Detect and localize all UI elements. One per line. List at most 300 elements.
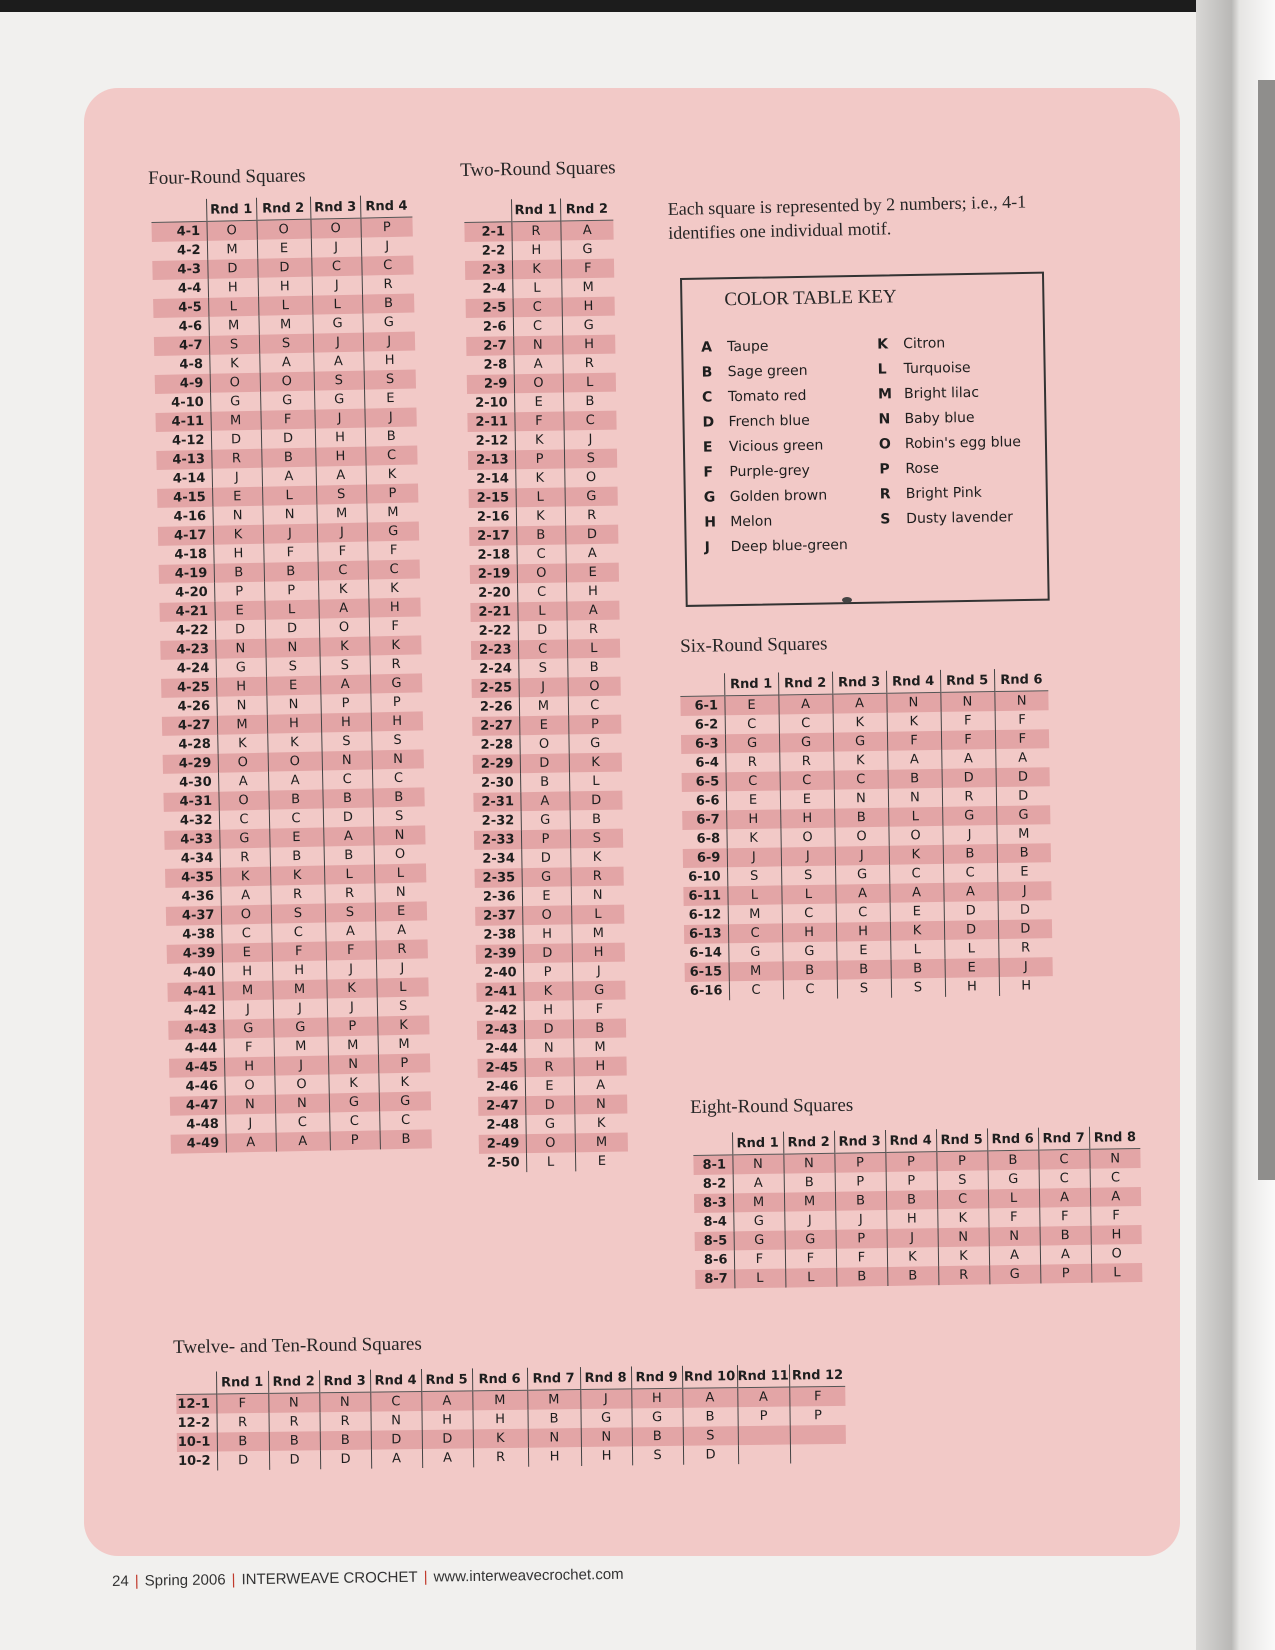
color-code-cell: N <box>370 1411 421 1431</box>
color-code-cell: K <box>473 1429 528 1449</box>
table-row <box>466 354 615 375</box>
color-code-cell: C <box>518 639 567 659</box>
table-row <box>477 1000 626 1021</box>
color-code-cell: M <box>573 1038 626 1058</box>
column-header: Rnd 5 <box>936 1128 987 1151</box>
color-key-item <box>880 509 1022 536</box>
color-code-cell: N <box>571 886 624 906</box>
color-code-cell: B <box>887 1266 938 1286</box>
color-code-cell: J <box>376 958 428 978</box>
color-code-cell: D <box>215 620 265 640</box>
color-code-cell: S <box>837 979 891 999</box>
color-code-cell: R <box>269 1412 320 1432</box>
color-code-cell: S <box>727 866 781 886</box>
square-id: 4-41 <box>167 982 222 1002</box>
color-code-cell: M <box>527 1390 580 1410</box>
color-code-cell: K <box>523 981 572 1001</box>
table-row <box>477 1057 626 1078</box>
color-code-cell: M <box>733 1193 784 1213</box>
color-code-cell: S <box>632 1446 683 1466</box>
footer-separator: | <box>231 1571 236 1589</box>
color-code-cell: A <box>218 772 268 792</box>
color-code-cell: B <box>372 787 424 807</box>
six-round-table <box>680 668 1053 1001</box>
square-id: 8-4 <box>703 1214 728 1230</box>
color-code-cell: C <box>269 809 323 829</box>
color-code-cell: S <box>321 732 371 752</box>
square-id: 4-3 <box>152 260 207 280</box>
color-code-cell: G <box>733 1212 784 1232</box>
square-id: 4-49 <box>171 1134 226 1154</box>
color-code-cell: J <box>564 430 617 450</box>
color-code-cell: M <box>274 1036 328 1056</box>
color-code-cell: C <box>368 559 420 579</box>
color-code-cell: R <box>938 1265 989 1285</box>
color-code-cell: K <box>209 354 259 374</box>
color-code-cell: N <box>262 505 316 525</box>
color-code-cell: M <box>729 961 783 981</box>
issue-date: Spring 2006 <box>144 1571 226 1590</box>
color-code-cell: O <box>319 618 369 638</box>
four-round-title: Four-Round Squares <box>148 165 306 189</box>
color-code-cell: L <box>567 639 620 659</box>
color-code-cell: L <box>781 885 835 905</box>
color-code-cell: F <box>260 410 314 430</box>
color-code-cell: P <box>360 217 412 238</box>
color-code-cell <box>790 1444 846 1464</box>
table-row <box>470 601 619 622</box>
square-id: 4-18 <box>174 546 208 563</box>
color-key-item <box>878 409 1020 436</box>
square-id: 4-11 <box>155 412 210 432</box>
color-key-left-column <box>701 337 848 564</box>
color-code-cell: E <box>266 676 320 696</box>
color-code-cell: P <box>790 1406 846 1426</box>
color-code-cell: A <box>220 886 270 906</box>
color-code-cell: M <box>472 1390 527 1410</box>
color-code-cell: C <box>516 544 565 564</box>
color-code-cell: E <box>514 392 563 412</box>
color-name: Vicious green <box>728 437 824 456</box>
color-code-cell: J <box>999 957 1053 977</box>
color-code-cell: H <box>272 961 326 981</box>
color-code-cell: J <box>835 846 889 866</box>
color-code-cell: B <box>516 525 565 545</box>
square-id: 6-11 <box>683 886 727 906</box>
square-id: 4-46 <box>185 1078 219 1095</box>
color-code-cell: O <box>218 791 268 811</box>
color-code-cell: K <box>267 733 321 753</box>
column-header: Rnd 4 <box>360 195 412 219</box>
color-code-cell: B <box>837 960 891 980</box>
color-code-cell: O <box>210 373 260 393</box>
color-code-cell: F <box>514 411 563 431</box>
color-code-cell: H <box>216 677 266 697</box>
color-code-cell: H <box>566 582 619 602</box>
twelve-ten-round-table <box>176 1364 846 1471</box>
column-header: Rnd 6 <box>987 1128 1038 1151</box>
next-page-edge <box>1258 80 1275 1180</box>
color-code-cell: A <box>318 599 368 619</box>
square-id: 2-16 <box>476 509 510 525</box>
square-id: 2-38 <box>483 927 517 943</box>
color-code-cell: O <box>780 828 834 848</box>
column-header: Rnd 6 <box>472 1368 527 1391</box>
table-row <box>473 753 622 774</box>
color-code-cell: S <box>316 485 366 505</box>
color-code-cell: N <box>266 695 320 715</box>
color-code-cell: B <box>563 392 616 412</box>
color-letter: O <box>878 436 891 453</box>
color-code-cell: R <box>211 449 261 469</box>
color-code-cell: B <box>886 1190 937 1210</box>
color-code-cell: A <box>566 601 619 621</box>
color-code-cell: N <box>319 1392 370 1412</box>
color-code-cell: O <box>1091 1244 1142 1264</box>
color-code-cell: A <box>226 1133 276 1153</box>
color-code-cell: K <box>890 921 944 941</box>
square-id: 2-10 <box>475 395 508 411</box>
color-code-cell: C <box>372 768 424 788</box>
color-code-cell: C <box>361 256 413 276</box>
color-code-cell: C <box>329 1111 379 1131</box>
color-code-cell: A <box>733 1174 784 1194</box>
table-row <box>478 1095 627 1116</box>
color-code-cell: M <box>366 502 418 522</box>
color-code-cell: P <box>330 1130 380 1150</box>
color-code-cell: E <box>566 563 619 583</box>
color-code-cell: S <box>570 829 623 849</box>
color-code-cell: A <box>560 220 613 240</box>
color-code-cell: K <box>377 1015 429 1035</box>
square-id: 4-9 <box>155 374 210 394</box>
color-code-cell: K <box>515 468 564 488</box>
color-code-cell: G <box>835 865 889 885</box>
table-row <box>476 943 625 964</box>
square-id: 8-2 <box>702 1176 727 1192</box>
square-id: 4-39 <box>167 944 222 964</box>
color-code-cell: A <box>1040 1245 1091 1265</box>
color-code-cell: C <box>219 810 269 830</box>
color-code-cell: F <box>317 542 367 562</box>
four-round-table <box>151 195 432 1154</box>
color-code-cell: N <box>212 506 262 526</box>
color-code-cell: P <box>836 1229 887 1249</box>
color-code-cell: D <box>998 900 1052 920</box>
color-code-cell: O <box>519 734 568 754</box>
color-code-cell: C <box>1090 1168 1141 1188</box>
color-code-cell <box>738 1445 790 1465</box>
color-key-item <box>702 362 846 389</box>
color-code-cell: G <box>833 732 887 752</box>
color-code-cell: M <box>728 904 782 924</box>
color-code-cell: B <box>836 1267 887 1287</box>
square-id: 2-27 <box>472 716 519 736</box>
color-code-cell: C <box>725 714 779 734</box>
color-code-cell: S <box>891 978 945 998</box>
two-round-title: Two-Round Squares <box>460 157 616 181</box>
color-code-cell: D <box>207 259 257 279</box>
square-id: 6-4 <box>695 755 720 771</box>
color-code-cell: M <box>575 1133 628 1153</box>
color-code-cell: J <box>327 997 377 1017</box>
color-code-cell: K <box>512 259 561 279</box>
color-code-cell: K <box>887 1247 938 1267</box>
color-key-item <box>704 487 848 514</box>
color-code-cell: H <box>224 1057 274 1077</box>
color-code-cell: S <box>271 904 325 924</box>
color-code-cell: D <box>569 791 622 811</box>
color-code-cell: A <box>943 882 997 902</box>
color-code-cell: A <box>520 791 569 811</box>
square-id: 2-7 <box>466 336 513 356</box>
square-id: 2-41 <box>476 982 523 1002</box>
color-code-cell: L <box>727 885 781 905</box>
color-code-cell: G <box>728 942 782 962</box>
color-code-cell: L <box>571 905 624 925</box>
color-code-cell: S <box>564 449 617 469</box>
color-letter: E <box>702 439 713 456</box>
color-code-cell: R <box>220 848 270 868</box>
color-key-item <box>877 359 1019 386</box>
color-code-cell: L <box>258 296 312 316</box>
color-code-cell: F <box>326 940 376 960</box>
color-name: Baby blue <box>904 409 975 428</box>
color-code-cell: B <box>888 769 942 789</box>
column-header: Rnd 3 <box>310 196 360 220</box>
color-code-cell: K <box>326 978 376 998</box>
color-code-cell: A <box>323 826 373 846</box>
color-code-cell: B <box>1040 1226 1091 1246</box>
square-id: 4-15 <box>157 488 212 508</box>
table-row <box>467 411 616 432</box>
color-code-cell: H <box>371 711 423 731</box>
color-code-cell: D <box>323 807 373 827</box>
color-code-cell: N <box>328 1054 378 1074</box>
color-code-cell: H <box>222 962 272 982</box>
color-code-cell: E <box>212 487 262 507</box>
color-code-cell: A <box>259 353 313 373</box>
color-code-cell: A <box>262 467 316 487</box>
color-code-cell: N <box>265 638 319 658</box>
color-letter: G <box>703 489 716 506</box>
square-id: 6-8 <box>696 831 721 847</box>
color-code-cell: S <box>325 902 375 922</box>
color-code-cell: A <box>887 750 941 770</box>
color-code-cell: G <box>561 240 614 260</box>
square-id: 2-35 <box>475 868 522 888</box>
color-code-cell: B <box>682 1407 737 1427</box>
table-row <box>478 1076 627 1097</box>
header-blank <box>680 673 724 696</box>
square-id: 4-19 <box>159 564 214 584</box>
color-code-cell: D <box>257 258 311 278</box>
column-header: Rnd 5 <box>940 669 994 692</box>
color-code-cell: C <box>728 923 782 943</box>
color-code-cell: R <box>725 752 779 772</box>
twelve-ten-round-title: Twelve- and Ten-Round Squares <box>173 1333 422 1358</box>
color-code-cell: J <box>572 962 625 982</box>
color-key-item <box>879 434 1021 461</box>
square-id: 2-12 <box>475 433 509 449</box>
color-code-cell: K <box>569 753 622 773</box>
color-key-item <box>702 412 846 439</box>
square-id: 4-5 <box>153 298 208 318</box>
square-id: 2-11 <box>467 412 514 432</box>
square-id: 2-13 <box>468 450 515 470</box>
square-id: 2-29 <box>473 754 520 774</box>
color-code-cell: E <box>519 715 568 735</box>
color-code-cell: H <box>315 428 365 448</box>
color-code-cell: E <box>945 958 999 978</box>
color-code-cell: A <box>835 884 889 904</box>
color-code-cell: D <box>524 1019 573 1039</box>
square-id: 4-30 <box>179 774 212 791</box>
color-code-cell: J <box>784 1211 835 1231</box>
table-row <box>479 1133 628 1154</box>
color-code-cell: H <box>999 976 1053 996</box>
color-code-cell: N <box>834 789 888 809</box>
color-code-cell: K <box>833 751 887 771</box>
square-id: 6-12 <box>688 907 722 923</box>
color-code-cell: A <box>421 1391 472 1411</box>
color-code-cell: H <box>782 923 836 943</box>
color-code-cell: G <box>989 1265 1040 1285</box>
table-row <box>469 544 618 565</box>
color-code-cell: N <box>888 788 942 808</box>
color-code-cell: P <box>320 694 370 714</box>
eight-round-table <box>693 1126 1142 1289</box>
color-code-cell: C <box>1039 1169 1090 1189</box>
color-code-cell: N <box>215 639 265 659</box>
table-row <box>474 829 623 850</box>
color-code-cell: L <box>563 373 616 393</box>
color-code-cell: D <box>521 848 570 868</box>
color-code-cell: F <box>988 1208 1039 1228</box>
color-code-cell: R <box>473 1448 528 1468</box>
square-id: 2-21 <box>470 602 517 622</box>
square-id: 6-6 <box>695 793 720 809</box>
color-code-cell: J <box>311 238 361 258</box>
square-id: 2-2 <box>481 243 506 259</box>
color-code-cell: J <box>274 1055 328 1075</box>
color-code-cell: N <box>938 1227 989 1247</box>
color-code-cell: J <box>887 1228 938 1248</box>
color-code-cell: H <box>524 1000 573 1020</box>
table-row <box>477 1019 626 1040</box>
color-code-cell: H <box>321 713 371 733</box>
color-code-cell: A <box>737 1387 789 1407</box>
color-code-cell: A <box>1090 1187 1141 1207</box>
square-id: 8-6 <box>703 1252 728 1268</box>
color-code-cell: M <box>217 715 267 735</box>
color-code-cell: P <box>366 483 418 503</box>
color-code-cell: C <box>365 445 417 465</box>
square-id: 12-2 <box>177 1415 211 1431</box>
color-code-cell: O <box>310 218 360 239</box>
color-code-cell: J <box>727 847 781 867</box>
color-code-cell: C <box>1038 1149 1089 1169</box>
color-code-cell: C <box>563 411 616 431</box>
color-code-cell: N <box>783 1153 834 1173</box>
color-code-cell: E <box>726 790 780 810</box>
color-code-cell: C <box>221 924 271 944</box>
square-id: 2-15 <box>469 488 516 508</box>
color-code-cell: B <box>268 790 322 810</box>
square-id: 8-1 <box>693 1155 732 1175</box>
square-id: 2-26 <box>479 699 513 715</box>
color-code-cell: G <box>314 390 364 410</box>
color-code-cell: P <box>1040 1264 1091 1284</box>
color-name: Tomato red <box>727 387 807 406</box>
square-id: 2-47 <box>478 1096 525 1116</box>
color-code-cell: K <box>369 635 421 655</box>
color-code-cell: C <box>568 696 621 716</box>
table-row <box>470 563 619 584</box>
color-code-cell: G <box>785 1230 836 1250</box>
color-code-cell: F <box>995 710 1049 730</box>
color-code-cell: C <box>513 297 562 317</box>
square-id: 2-46 <box>485 1079 519 1095</box>
color-code-cell: A <box>989 1246 1040 1266</box>
color-code-cell: C <box>513 316 562 336</box>
color-code-cell: F <box>224 1038 274 1058</box>
color-letter: S <box>880 511 891 528</box>
color-name: Bright Pink <box>905 484 982 503</box>
color-code-cell: S <box>683 1426 738 1446</box>
color-code-cell: G <box>210 392 260 412</box>
color-code-cell: G <box>734 1231 785 1251</box>
table-row <box>464 220 613 242</box>
square-id: 2-5 <box>466 298 513 318</box>
color-code-cell: A <box>778 694 832 714</box>
column-header: Rnd 1 <box>511 198 560 221</box>
color-code-cell: K <box>378 1072 430 1092</box>
color-code-cell: C <box>889 864 943 884</box>
color-name: Rose <box>905 460 940 478</box>
color-code-cell: C <box>517 582 566 602</box>
color-code-cell: L <box>1091 1263 1142 1283</box>
square-id: 2-43 <box>477 1020 524 1040</box>
table-row <box>469 525 618 546</box>
square-id: 2-19 <box>470 564 517 584</box>
color-code-cell: J <box>223 1000 273 1020</box>
color-code-cell: S <box>373 806 425 826</box>
color-code-cell: A <box>325 921 375 941</box>
color-code-cell: J <box>781 847 835 867</box>
color-code-cell: D <box>217 1451 269 1471</box>
color-code-cell: C <box>834 770 888 790</box>
magazine-name: INTERWEAVE CROCHET <box>241 1568 418 1589</box>
header-blank <box>151 199 206 223</box>
color-code-cell: G <box>219 829 269 849</box>
table-row <box>465 278 614 299</box>
square-id: 6-14 <box>689 945 723 961</box>
table-row <box>469 506 618 527</box>
color-code-cell: G <box>522 867 571 887</box>
color-code-cell: L <box>890 940 944 960</box>
color-code-cell: C <box>275 1112 329 1132</box>
color-code-cell: H <box>512 240 561 260</box>
color-code-cell: J <box>364 407 416 427</box>
color-code-cell: A <box>316 466 366 486</box>
square-id: 2-45 <box>477 1058 524 1078</box>
color-code-cell: R <box>570 867 623 887</box>
color-code-cell: A <box>513 354 562 374</box>
color-letter: B <box>701 364 713 381</box>
square-id: 4-8 <box>179 356 204 373</box>
color-code-cell: R <box>370 654 422 674</box>
